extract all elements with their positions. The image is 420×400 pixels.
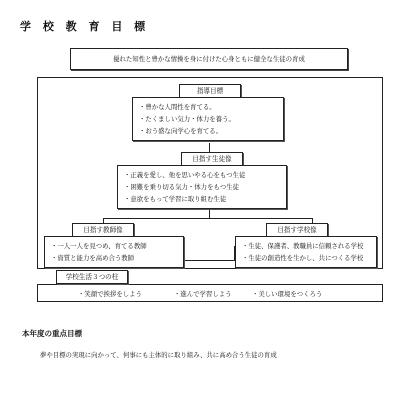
- list-item: ・生徒の創造性を生かし、共につくる学校: [242, 254, 364, 262]
- pillar-item: ・美しい環境をつくろう: [252, 290, 323, 298]
- connector-line: [103, 218, 312, 219]
- focus-header: 本年度の重点目標: [22, 329, 82, 338]
- school-life-header: 学校生活３つの柱: [56, 270, 128, 284]
- vision-statement: 優れた知性と豊かな情操を身に付けた心身ともに健全な生徒の育成: [70, 48, 348, 70]
- focus-text: 夢や目標の実現に向かって、何事にも主体的に取り組み、共に高め合う生徒の育成: [40, 351, 277, 359]
- student-image-header: 目指す生徒像: [181, 152, 243, 166]
- list-item: ・おう盛な向学心を育てる。: [139, 127, 223, 135]
- pillar-item: ・笑顔で挨拶をしよう: [78, 290, 142, 298]
- list-item: ・資質と能力を高め合う教師: [51, 254, 135, 262]
- list-item: ・困難を乗り切る気力・体力をもつ生徒: [124, 183, 240, 191]
- connector-line: [209, 210, 210, 218]
- teacher-image-header: 目指す教師像: [72, 223, 134, 237]
- guidance-goals-list: [132, 97, 284, 141]
- student-image-list: [117, 165, 287, 209]
- school-image-header: 目指す学校像: [266, 223, 328, 237]
- guidance-goals-header: 指導目標: [179, 84, 241, 98]
- teacher-image-list: [44, 236, 184, 268]
- list-item: ・正義を愛し、他を思いやる心をもつ生徒: [124, 171, 246, 179]
- list-item: ・豊かな人間性を育てる。: [139, 103, 216, 111]
- list-item: ・意欲をもって学習に取り組む生徒: [124, 195, 227, 203]
- connector-line: [183, 260, 235, 261]
- list-item: ・たくましい気力・体力を養う。: [139, 115, 235, 123]
- list-item: ・一人一人を見つめ、育てる教師: [51, 242, 147, 250]
- list-item: ・生徒、保護者、教職員に信頼される学校: [242, 242, 364, 250]
- page-title: 学 校 教 育 目 標: [20, 20, 150, 33]
- school-life-pillars: [37, 284, 383, 302]
- school-image-list: [235, 236, 377, 268]
- pillar-item: ・進んで学習しよう: [174, 290, 232, 298]
